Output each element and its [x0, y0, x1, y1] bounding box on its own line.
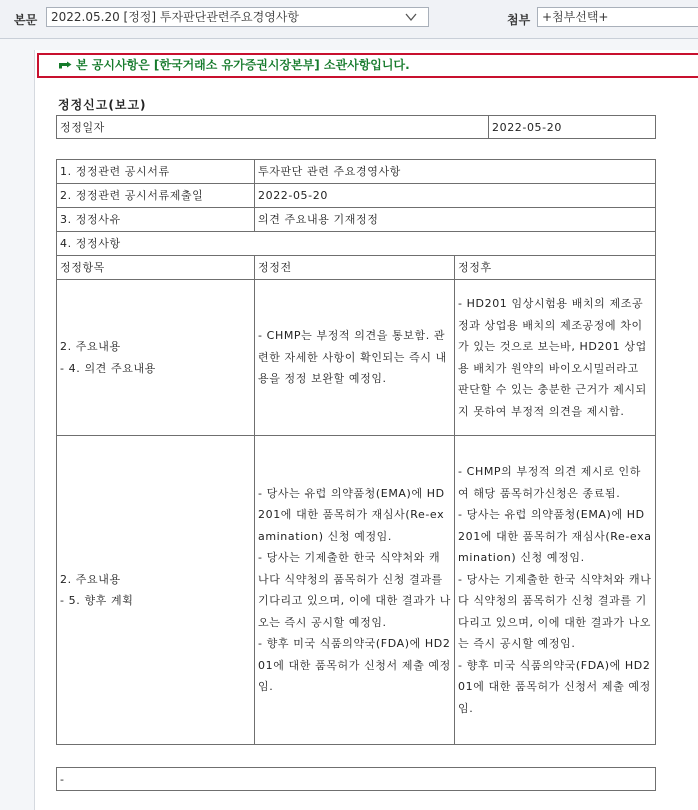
- column-header-before: 정정전: [255, 256, 455, 280]
- attach-label: 첨부: [507, 13, 531, 27]
- correction-after: - HD201 임상시험용 배치의 제조공정과 상업용 배치의 제조공정에 차이가 있는 것으로 보는바, HD201 상업용 배치가 원약의 바이오시밀러라고 판단할 수 있는 충분한 근거가 제시되지 못하여 부정적 의견을 제시함.: [455, 280, 656, 436]
- row-label: 1. 정정관련 공시서류: [57, 160, 255, 184]
- row-label: 3. 정정사유: [57, 208, 255, 232]
- row-value: 2022-05-20: [255, 184, 656, 208]
- table-row: [57, 232, 656, 256]
- body-label: 본문: [14, 13, 38, 27]
- pointing-hand-icon: [59, 60, 72, 69]
- table-row: [57, 184, 656, 208]
- correction-detail-table: [56, 159, 656, 745]
- chevron-down-icon: [404, 10, 418, 24]
- section-label: 4. 정정사항: [57, 232, 656, 256]
- correction-date-label: 정정일자: [57, 116, 489, 139]
- attach-select-value: +첨부선택+: [542, 10, 609, 24]
- table-row: [57, 160, 656, 184]
- correction-before: - CHMP는 부정적 의견을 통보함. 관련한 자세한 사항이 확인되는 즉시 내용을 정정 보완할 예정임.: [255, 280, 455, 436]
- body-select[interactable]: [46, 7, 429, 27]
- row-value: 투자판단 관련 주요경영사항: [255, 160, 656, 184]
- table-row: [57, 280, 656, 436]
- column-header-after: 정정후: [455, 256, 656, 280]
- correction-before: - 당사는 유럽 의약품청(EMA)에 HD201에 대한 품목허가 재심사(Re-examination) 신청 예정임. - 당사는 기제출한 한국 식약처와 캐나다 식약청의 품목허가 신청 결과를 기다리고 있으며, 이에 대한 결과가 나오는 즉시 공시할 예정임. - 향후 미국 식품의약국(FDA)에 HD201에 대한 품목허가 신청서 제출 예정임.: [255, 436, 455, 745]
- notice-text: 본 공시사항은 [한국거래소 유가증권시장본부] 소관사항입니다.: [76, 58, 410, 72]
- top-toolbar: [0, 0, 698, 39]
- correction-after: - CHMP의 부정적 의견 제시로 인하여 해당 품목허가신청은 종료됨. - 당사는 유럽 의약품청(EMA)에 HD201에 대한 품목허가 재심사(Re-examination) 신청 예정임. - 당사는 기제출한 한국 식약처와 캐나다 식약청의 품목허가 신청 결과를 기다리고 있으며, 이에 대한 결과가 나오는 즉시 공시할 예정임. - 향후 미국 식품의약국(FDA)에 HD201에 대한 품목허가 신청서 제출 예정임.: [455, 436, 656, 745]
- correction-date-value: 2022-05-20: [489, 116, 656, 139]
- document-body: [34, 50, 698, 810]
- footer-value: -: [57, 768, 656, 791]
- row-label: 2. 정정관련 공시서류제출일: [57, 184, 255, 208]
- page-title: 정정신고(보고): [58, 98, 147, 112]
- column-header-row: [57, 256, 656, 280]
- correction-item: 2. 주요내용 - 5. 향후 계획: [57, 436, 255, 745]
- attach-select[interactable]: [537, 7, 698, 27]
- correction-date-table: [56, 115, 656, 139]
- table-row: [57, 208, 656, 232]
- table-row: [57, 436, 656, 745]
- row-value: 의견 주요내용 기재정정: [255, 208, 656, 232]
- footer-table: [56, 767, 656, 791]
- correction-item: 2. 주요내용 - 4. 의견 주요내용: [57, 280, 255, 436]
- body-select-value: 2022.05.20 [정정] 투자판단관련주요경영사항: [51, 10, 299, 24]
- notice-banner: [37, 53, 698, 78]
- column-header-item: 정정항목: [57, 256, 255, 280]
